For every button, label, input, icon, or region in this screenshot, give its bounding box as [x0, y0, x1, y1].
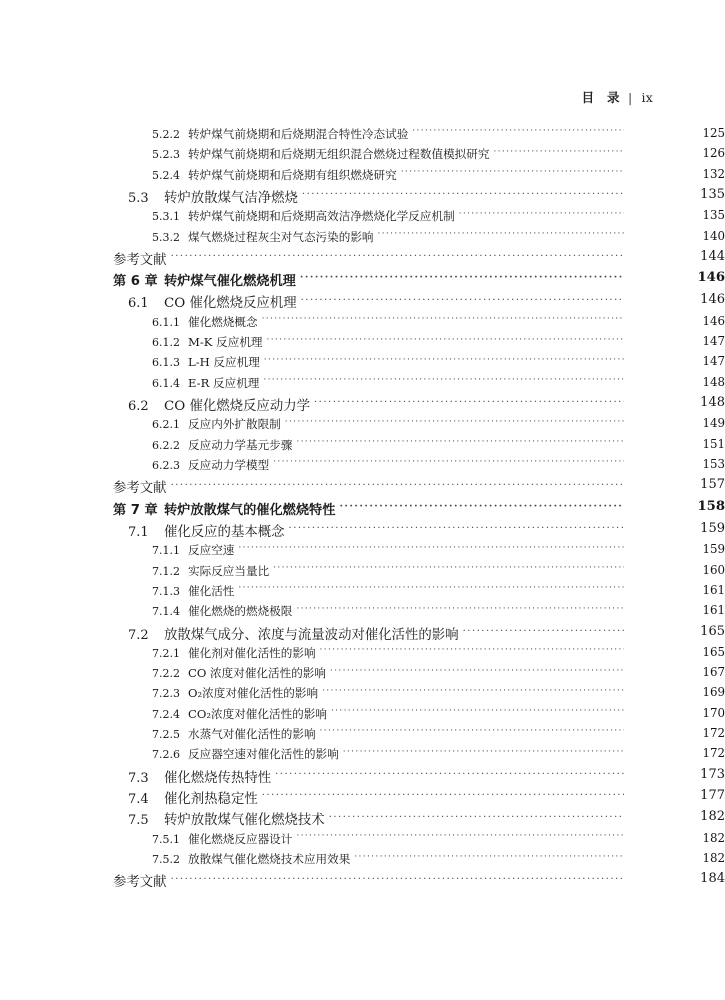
toc-entry[interactable]	[0, 746, 725, 766]
toc-entry[interactable]	[0, 395, 725, 416]
toc-entry-title: 水蒸气对催化活性的影响	[188, 727, 316, 742]
toc-entry-title: CO₂浓度对催化活性的影响	[188, 706, 327, 721]
toc-entry[interactable]	[0, 208, 725, 228]
toc-entry-page-number: 167	[702, 665, 725, 680]
toc-leader-dots	[412, 127, 624, 138]
toc-entry[interactable]	[0, 437, 725, 457]
toc-leader-dots	[273, 563, 624, 574]
toc-entry-title: 转炉放散煤气洁净燃烧	[164, 190, 298, 206]
toc-entry-page-number: 161	[702, 582, 725, 597]
toc-leader-dots	[354, 852, 624, 863]
toc-entry-number: 7.5	[128, 813, 149, 829]
table-of-contents	[0, 126, 725, 893]
toc-entry-page-number: 165	[702, 644, 725, 659]
toc-entry-page-number: 173	[700, 766, 725, 782]
toc-entry[interactable]	[0, 416, 725, 436]
toc-entry[interactable]	[0, 292, 725, 313]
toc-entry-number: 7.2	[128, 627, 149, 643]
toc-entry[interactable]	[0, 126, 725, 146]
toc-entry[interactable]	[0, 375, 725, 395]
toc-entry-title: 催化反应的基本概念	[164, 524, 285, 540]
toc-leader-dots	[314, 397, 624, 410]
toc-entry-number: 7.2.5	[152, 728, 180, 742]
toc-entry-number: 7.1.2	[152, 564, 180, 578]
toc-entry-page-number: 159	[700, 520, 725, 536]
toc-leader-dots	[296, 604, 624, 615]
toc-entry-title: 催化燃烧概念	[188, 314, 258, 329]
toc-entry-title: 反应器空速对催化活性的影响	[188, 747, 339, 762]
page-folio: ix	[641, 90, 653, 105]
toc-entry-number: 7.1.4	[152, 605, 180, 619]
toc-leader-dots	[263, 376, 624, 387]
toc-leader-dots	[301, 294, 624, 307]
toc-entry[interactable]	[0, 249, 725, 271]
toc-entry-number: 6.2.3	[152, 459, 180, 473]
toc-entry-number: 6.1.3	[152, 356, 180, 370]
toc-entry[interactable]	[0, 167, 725, 187]
toc-entry-title: 参考文献	[113, 481, 167, 497]
running-header	[582, 88, 653, 106]
toc-entry-number: 5.2.3	[152, 148, 180, 162]
toc-entry-page-number: 160	[702, 562, 725, 577]
toc-entry-title: 转炉煤气催化燃烧机理	[164, 274, 296, 290]
toc-leader-dots	[459, 209, 624, 220]
toc-entry[interactable]	[0, 603, 725, 623]
toc-entry-title: 转炉放散煤气催化燃烧技术	[164, 813, 325, 829]
toc-leader-dots	[329, 811, 624, 824]
toc-leader-dots	[302, 189, 624, 202]
toc-leader-dots	[300, 272, 624, 285]
toc-leader-dots	[275, 769, 624, 782]
toc-entry-page-number: 182	[700, 809, 725, 825]
toc-entry[interactable]	[0, 645, 725, 665]
toc-entry[interactable]	[0, 542, 725, 562]
toc-entry-title: 反应动力学基元步骤	[188, 437, 293, 452]
toc-leader-dots	[171, 479, 624, 492]
toc-entry[interactable]	[0, 851, 725, 871]
toc-entry-number: 7.2.6	[152, 748, 180, 762]
toc-entry[interactable]	[0, 477, 725, 499]
toc-entry-number: 6.2.1	[152, 418, 180, 432]
toc-leader-dots	[289, 523, 624, 536]
toc-entry-number: 5.2.2	[152, 128, 180, 141]
toc-entry-title: 催化燃烧的燃烧极限	[188, 604, 293, 619]
toc-entry-number: 6.2.2	[152, 438, 180, 452]
toc-entry-title: CO 催化燃烧反应动力学	[164, 399, 310, 415]
toc-entry-page-number: 182	[702, 830, 725, 845]
toc-entry[interactable]	[0, 788, 725, 809]
toc-entry[interactable]	[0, 809, 725, 830]
toc-leader-dots	[267, 335, 624, 346]
toc-entry-number: 7.5.2	[152, 853, 180, 867]
toc-leader-dots	[285, 417, 624, 428]
toc-entry[interactable]	[0, 334, 725, 354]
toc-entry-title: CO 浓度对催化活性的影响	[188, 666, 326, 681]
toc-leader-dots	[262, 790, 624, 803]
toc-entry[interactable]	[0, 563, 725, 583]
toc-entry-page-number: 126	[702, 146, 725, 161]
toc-entry[interactable]	[0, 831, 725, 851]
toc-entry-title: 转炉放散煤气的催化燃烧特性	[164, 502, 336, 518]
toc-leader-dots	[264, 355, 624, 366]
toc-leader-dots	[171, 251, 624, 264]
toc-entry-number: 7.2.2	[152, 667, 180, 681]
toc-entry-page-number: 158	[697, 498, 725, 514]
toc-entry[interactable]	[0, 767, 725, 788]
running-header-label: 目 录	[581, 90, 620, 105]
toc-entry-page-number: 151	[702, 436, 725, 451]
toc-entry[interactable]	[0, 146, 725, 166]
toc-entry-title: 催化剂对催化活性的影响	[188, 645, 316, 660]
toc-entry-title: 转炉煤气前烧期和后烧期混合特性冷态试验	[188, 127, 409, 141]
toc-entry-title: 转炉煤气前烧期和后烧期无组织混合燃烧过程数值模拟研究	[188, 147, 490, 162]
toc-entry-number: 第 6 章	[113, 274, 158, 290]
toc-leader-dots	[330, 666, 624, 677]
toc-entry-title: 反应动力学模型	[188, 458, 270, 473]
toc-entry-title: 参考文献	[113, 252, 167, 268]
toc-entry-page-number: 165	[700, 623, 725, 639]
toc-entry-page-number: 148	[702, 374, 725, 389]
toc-leader-dots	[273, 458, 624, 469]
toc-entry-number: 5.3	[128, 190, 149, 206]
toc-entry-title: 煤气燃烧过程灰尘对气态污染的影响	[188, 229, 374, 244]
toc-entry-title: 反应空速	[188, 543, 235, 558]
toc-entry-page-number: 184	[700, 871, 725, 887]
toc-entry[interactable]	[0, 521, 725, 542]
toc-entry-title: E-R 反应机理	[188, 375, 260, 390]
toc-entry-number: 7.1.3	[152, 584, 180, 598]
toc-entry[interactable]	[0, 726, 725, 746]
toc-leader-dots	[320, 727, 624, 738]
toc-entry-title: 参考文献	[113, 875, 167, 891]
toc-leader-dots	[171, 873, 624, 886]
toc-entry-number: 7.3	[128, 770, 149, 786]
toc-entry-page-number: 177	[700, 788, 725, 804]
toc-leader-dots	[320, 646, 624, 657]
running-header-separator: |	[627, 90, 633, 105]
toc-entry-page-number: 149	[702, 416, 725, 431]
toc-entry-number: 7.2.3	[152, 687, 180, 701]
toc-entry-title: M-K 反应机理	[188, 335, 263, 350]
toc-entry[interactable]	[0, 314, 725, 334]
toc-leader-dots	[331, 707, 624, 718]
toc-entry-page-number: 182	[702, 851, 725, 866]
toc-entry-page-number: 147	[702, 334, 725, 349]
toc-entry-page-number: 157	[700, 477, 725, 493]
toc-entry-title: 催化活性	[188, 583, 235, 598]
toc-entry-page-number: 161	[702, 603, 725, 618]
toc-entry[interactable]	[0, 871, 725, 893]
toc-entry-title: L-H 反应机理	[188, 355, 260, 370]
toc-entry-number: 7.2.1	[152, 646, 180, 660]
toc-entry-number: 7.5.1	[152, 832, 180, 846]
toc-entry[interactable]	[0, 706, 725, 726]
toc-entry-page-number: 169	[702, 685, 725, 700]
toc-leader-dots	[401, 167, 624, 178]
toc-entry[interactable]	[0, 685, 725, 705]
toc-entry[interactable]	[0, 665, 725, 685]
toc-entry-number: 5.3.2	[152, 230, 180, 244]
toc-entry-number: 7.1.1	[152, 544, 180, 558]
toc-entry-page-number: 135	[700, 186, 725, 202]
toc-leader-dots	[463, 626, 624, 639]
toc-entry-page-number: 159	[702, 542, 725, 557]
toc-entry-page-number: 147	[702, 354, 725, 369]
toc-entry-number: 第 7 章	[113, 502, 158, 518]
toc-entry-title: 反应内外扩散限制	[188, 417, 281, 432]
toc-entry-title: 放散煤气催化燃烧技术应用效果	[188, 852, 351, 867]
toc-entry-title: 催化剂热稳定性	[164, 792, 258, 808]
toc-entry[interactable]	[0, 624, 725, 645]
toc-entry-page-number: 170	[702, 705, 725, 720]
toc-entry-number: 5.2.4	[152, 168, 180, 182]
toc-entry-page-number: 172	[702, 746, 725, 761]
toc-entry-page-number: 148	[700, 395, 725, 411]
toc-entry-title: CO 催化燃烧反应机理	[164, 296, 297, 312]
toc-entry-number: 6.1.2	[152, 336, 180, 350]
toc-entry-number: 7.4	[128, 792, 149, 808]
toc-leader-dots	[296, 832, 624, 843]
toc-entry[interactable]	[0, 354, 725, 374]
toc-leader-dots	[378, 229, 624, 240]
toc-entry-title: 放散煤气成分、浓度与流量波动对催化活性的影响	[164, 627, 459, 643]
toc-entry[interactable]	[0, 457, 725, 477]
toc-entry-number: 5.3.1	[152, 210, 180, 224]
toc-leader-dots	[238, 584, 624, 595]
toc-entry-number: 7.2.4	[152, 707, 180, 721]
toc-entry-number: 6.1	[128, 296, 149, 312]
toc-entry-page-number: 144	[700, 248, 725, 264]
toc-entry[interactable]	[0, 583, 725, 603]
toc-leader-dots	[343, 747, 624, 758]
toc-entry-title: 实际反应当量比	[188, 563, 270, 578]
toc-entry-title: 催化燃烧反应器设计	[188, 831, 293, 846]
toc-leader-dots	[322, 686, 624, 697]
toc-entry-number: 6.2	[128, 399, 149, 415]
toc-entry-page-number: 146	[697, 270, 725, 286]
toc-entry[interactable]	[0, 270, 725, 292]
toc-entry-page-number: 132	[702, 166, 725, 181]
toc-entry-number: 6.1.1	[152, 315, 180, 329]
toc-leader-dots	[339, 501, 624, 514]
toc-entry-title: 催化燃烧传热特性	[164, 770, 272, 786]
toc-entry-number: 6.1.4	[152, 376, 180, 390]
toc-leader-dots	[238, 543, 624, 554]
toc-entry-title: 转炉煤气前烧期和后烧期有组织燃烧研究	[188, 167, 397, 182]
toc-entry[interactable]	[0, 187, 725, 208]
toc-entry-page-number: 135	[702, 208, 725, 223]
toc-leader-dots	[262, 315, 624, 326]
toc-entry-title: O₂浓度对催化活性的影响	[188, 686, 319, 701]
toc-entry-page-number: 146	[702, 313, 725, 328]
toc-entry-number: 7.1	[128, 524, 149, 540]
toc-entry-page-number: 153	[702, 457, 725, 472]
toc-entry-page-number: 172	[702, 726, 725, 741]
toc-entry[interactable]	[0, 229, 725, 249]
toc-entry-title: 转炉煤气前烧期和后烧期高效洁净燃烧化学反应机制	[188, 209, 455, 224]
toc-entry-page-number: 146	[700, 292, 725, 308]
toc-entry-page-number: 125	[702, 126, 725, 140]
toc-leader-dots	[493, 147, 624, 158]
toc-entry-page-number: 140	[702, 228, 725, 243]
toc-entry[interactable]	[0, 499, 725, 521]
toc-leader-dots	[296, 438, 624, 449]
